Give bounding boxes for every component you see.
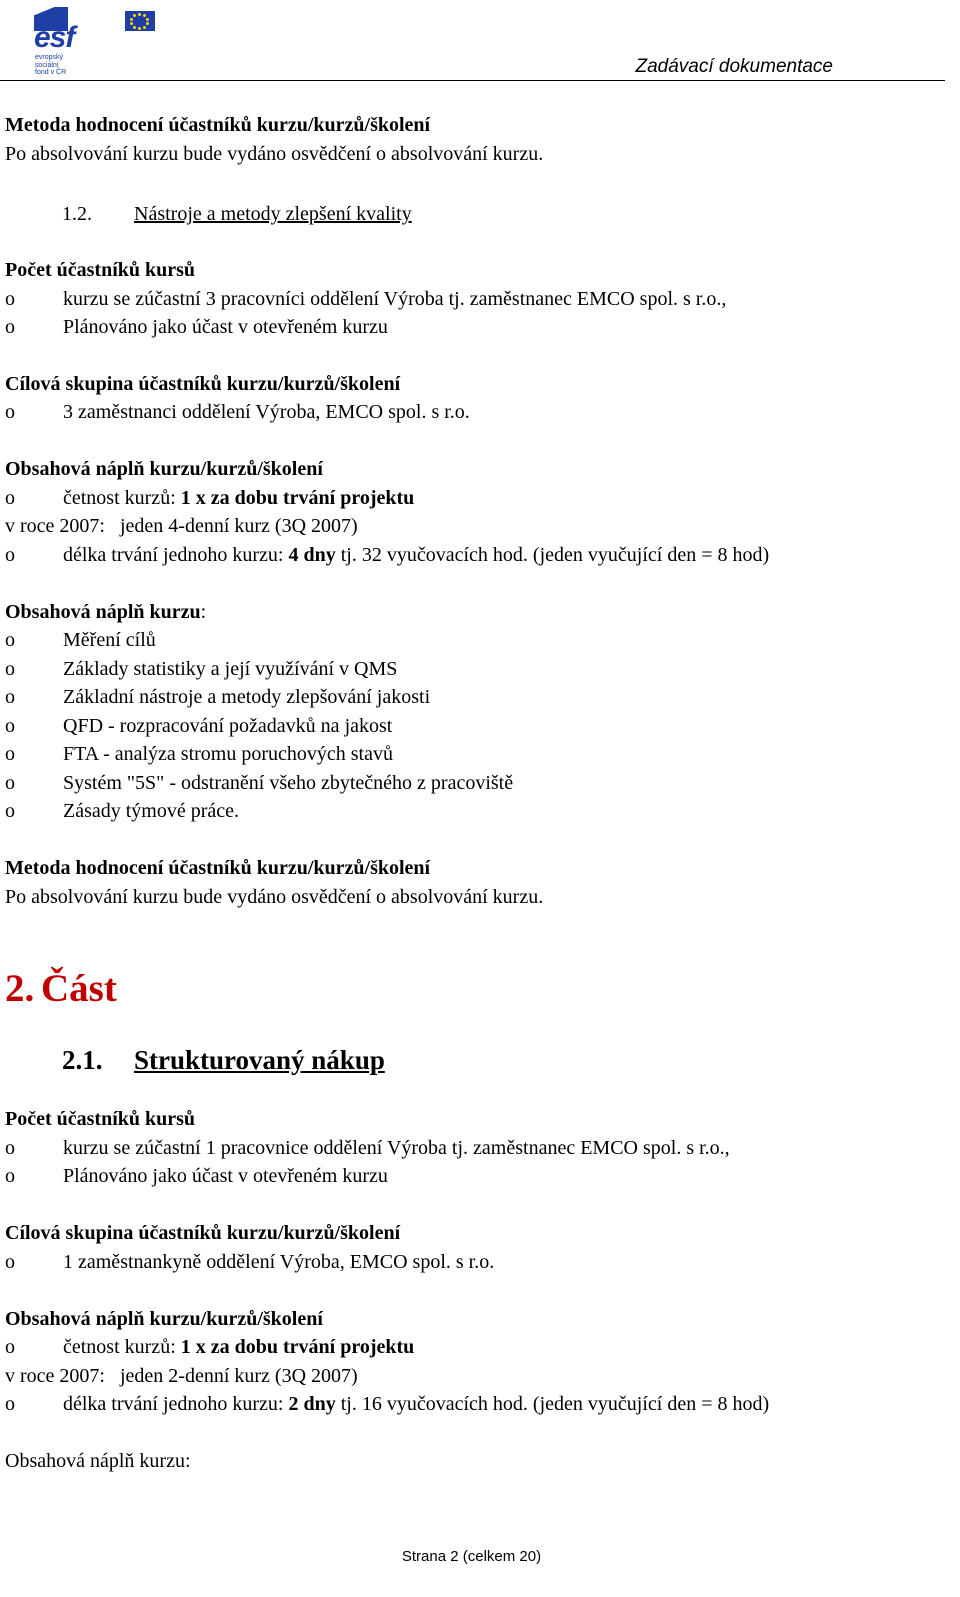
bullet-marker: o xyxy=(5,1165,15,1187)
participants-item: Plánováno jako účast v otevřeném kurzu xyxy=(63,1165,388,1187)
page-footer: Strana 2 (celkem 20) xyxy=(401,1548,542,1565)
bullet-marker: o xyxy=(5,487,15,509)
duration-item: délka trvání jednoho kurzu: 2 dny tj. 16 vyučovacích hod. (jeden vyučující den = 8 hod) xyxy=(63,1393,770,1415)
course-topic: Zásady týmové práce. xyxy=(63,800,240,822)
evaluation-text: Po absolvování kurzu bude vydáno osvědčení o absolvování kurzu. xyxy=(5,886,544,908)
course-content-heading: Obsahová náplň kurzu: xyxy=(5,601,207,623)
target-group-item: 3 zaměstnanci oddělení Výroba, EMCO spol. s r.o. xyxy=(63,401,470,423)
evaluation-heading: Metoda hodnocení účastníků kurzu/kurzů/školení xyxy=(5,114,431,136)
part-heading: 2. Část xyxy=(5,967,117,1010)
section-title: Strukturovaný nákup xyxy=(134,1045,385,1075)
page-header xyxy=(0,0,960,84)
document-title: Zadávací dokumentace xyxy=(635,56,833,77)
course-content-heading: Obsahová náplň kurzu: xyxy=(5,1450,191,1472)
header-divider xyxy=(0,80,945,81)
target-group-heading: Cílová skupina účastníků kurzu/kurzů/školení xyxy=(5,1222,401,1244)
course-topic: Měření cílů xyxy=(63,629,156,651)
course-topic: FTA - analýza stromu poruchových stavů xyxy=(63,743,393,765)
content-heading: Obsahová náplň kurzu/kurzů/školení xyxy=(5,458,323,480)
bullet-marker: o xyxy=(5,1137,15,1159)
course-topic: Základní nástroje a metody zlepšování jakosti xyxy=(63,686,431,708)
bullet-marker: o xyxy=(5,772,15,794)
evaluation-heading: Metoda hodnocení účastníků kurzu/kurzů/školení xyxy=(5,857,431,879)
course-topic: Systém "5S" - odstranění všeho zbytečného z pracoviště xyxy=(63,772,514,794)
bullet-marker: o xyxy=(5,1393,15,1415)
bullet-marker: o xyxy=(5,316,15,338)
target-group-item: 1 zaměstnankyně oddělení Výroba, EMCO spol. s r.o. xyxy=(63,1251,495,1273)
bullet-marker: o xyxy=(5,658,15,680)
section-number: 2.1. xyxy=(62,1045,103,1075)
course-topic: Základy statistiky a její využívání v QMS xyxy=(63,658,398,680)
content-heading: Obsahová náplň kurzu/kurzů/školení xyxy=(5,1308,323,1330)
bullet-marker: o xyxy=(5,544,15,566)
eu-flag-icon xyxy=(125,11,155,31)
bullet-marker: o xyxy=(5,686,15,708)
logo-subtext: evropský sociální fond v ČR xyxy=(35,54,67,76)
target-group-heading: Cílová skupina účastníků kurzu/kurzů/školení xyxy=(5,373,401,395)
participants-item: kurzu se zúčastní 3 pracovníci oddělení Výroba tj. zaměstnanec EMCO spol. s r.o., xyxy=(63,288,727,310)
evaluation-text: Po absolvování kurzu bude vydáno osvědčení o absolvování kurzu. xyxy=(5,143,544,165)
participants-heading: Počet účastníků kursů xyxy=(5,1108,196,1130)
frequency-item: četnost kurzů: 1 x za dobu trvání projektu xyxy=(63,487,415,509)
bullet-marker: o xyxy=(5,629,15,651)
logo-text: esf xyxy=(34,21,75,54)
bullet-marker: o xyxy=(5,1251,15,1273)
esf-logo xyxy=(34,5,124,77)
course-topic: QFD - rozpracování požadavků na jakost xyxy=(63,715,393,737)
participants-heading: Počet účastníků kursů xyxy=(5,259,196,281)
frequency-item: četnost kurzů: 1 x za dobu trvání projektu xyxy=(63,1336,415,1358)
participants-item: kurzu se zúčastní 1 pracovnice oddělení Výroba tj. zaměstnanec EMCO spol. s r.o., xyxy=(63,1137,730,1159)
participants-item: Plánováno jako účast v otevřeném kurzu xyxy=(63,316,388,338)
bullet-marker: o xyxy=(5,743,15,765)
bullet-marker: o xyxy=(5,715,15,737)
schedule-line: v roce 2007: jeden 4-denní kurz (3Q 2007) xyxy=(5,515,358,537)
schedule-line: v roce 2007: jeden 2-denní kurz (3Q 2007) xyxy=(5,1365,358,1387)
bullet-marker: o xyxy=(5,800,15,822)
subsection-title: Nástroje a metody zlepšení kvality xyxy=(134,203,412,225)
duration-item: délka trvání jednoho kurzu: 4 dny tj. 32 vyučovacích hod. (jeden vyučující den = 8 hod) xyxy=(63,544,770,566)
bullet-marker: o xyxy=(5,401,15,423)
bullet-marker: o xyxy=(5,288,15,310)
subsection-number: 1.2. xyxy=(62,203,92,225)
bullet-marker: o xyxy=(5,1336,15,1358)
